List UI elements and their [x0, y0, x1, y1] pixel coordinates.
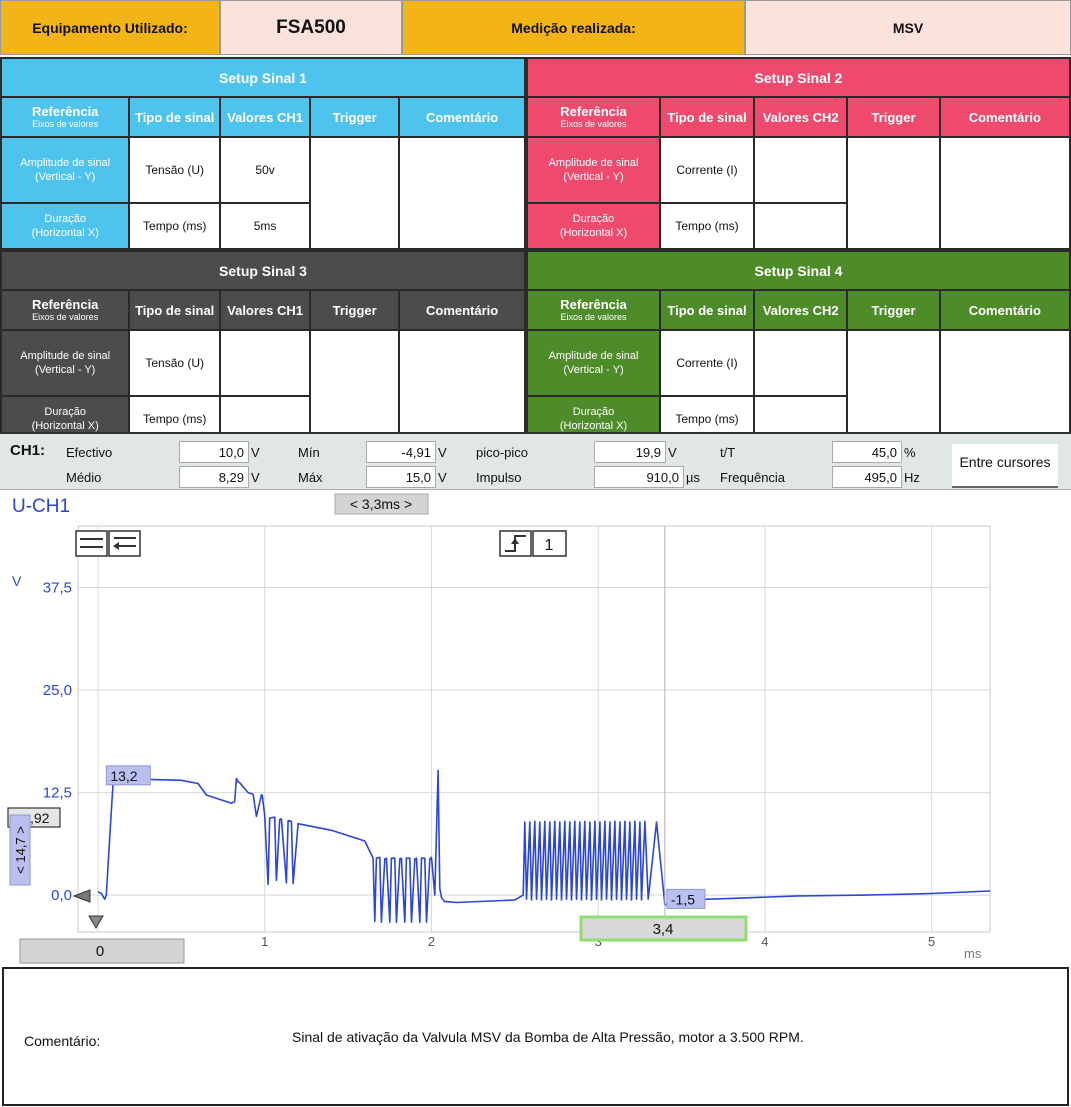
efectivo-label: Efectivo: [66, 445, 113, 460]
x-tick-label: 1: [261, 934, 269, 949]
col-header-referencia: [527, 97, 660, 137]
col-header-tipo: Tipo de sinal: [660, 290, 754, 330]
x-tick-label: 5: [928, 934, 936, 949]
row2-sub: (Horizontal X): [559, 227, 628, 239]
col-header-comentario: Comentário: [399, 290, 525, 330]
setup-title: Setup Sinal 3: [1, 251, 525, 290]
y-tick-label: 12,5: [42, 784, 72, 802]
col-header-trigger: Trigger: [310, 290, 399, 330]
col-header-tipo: Tipo de sinal: [660, 97, 754, 137]
cell-tipo-amplitude: Tensão (U): [129, 330, 220, 396]
max-value: 15,0: [366, 466, 436, 488]
setup-table-2: [526, 57, 1071, 250]
cell-tipo-duracao: Tempo (ms): [660, 396, 754, 442]
plot-frame: [78, 526, 990, 932]
cell-tipo-amplitude: Tensão (U): [129, 137, 220, 203]
y-tick-label: 25,0: [42, 682, 72, 700]
row2-sub: (Horizontal X): [559, 420, 628, 432]
equipment-label: Equipamento Utilizado:: [0, 0, 220, 55]
col-header-tipo: Tipo de sinal: [129, 97, 220, 137]
impulso-label: Impulso: [476, 470, 522, 485]
col-ref-label: Referência: [31, 104, 99, 119]
impulso-unit: µs: [686, 470, 700, 485]
measurement-label: Medição realizada:: [402, 0, 745, 55]
cell-tipo-duracao: Tempo (ms): [660, 203, 754, 249]
max-unit: V: [438, 470, 447, 485]
cell-valor-amplitude: [220, 330, 310, 396]
row-label-amplitude: [527, 137, 660, 203]
row-label-duracao: [1, 203, 129, 249]
medio-label: Médio: [66, 470, 102, 485]
trigger-channel-text: 1: [544, 537, 554, 554]
cell-trigger: [847, 330, 939, 442]
waveform-plot: [0, 434, 1071, 967]
col-header-comentario: Comentário: [940, 290, 1070, 330]
cursor-a-time-text: 0: [95, 943, 105, 960]
col-header-valores: Valores CH1: [220, 290, 310, 330]
row2-label: Duração: [44, 406, 86, 418]
y-unit-label: V: [12, 573, 22, 589]
col-header-valores: Valores CH2: [754, 290, 847, 330]
cell-valor-amplitude: 50v: [220, 137, 310, 203]
medio-value: 8,29: [179, 466, 249, 488]
col-header-comentario: Comentário: [940, 97, 1070, 137]
row-label-amplitude: [527, 330, 660, 396]
col-ref-label: Referência: [31, 297, 99, 312]
pico-unit: V: [668, 445, 677, 460]
row1-label: Amplitude de sinal: [20, 157, 111, 169]
row1-sub: (Vertical - Y): [563, 364, 624, 376]
between-cursors-tab[interactable]: Entre cursores: [952, 444, 1058, 488]
col-header-tipo: Tipo de sinal: [129, 290, 220, 330]
cursor-b-time-text: 3,4: [652, 921, 674, 938]
min-label: Mín: [298, 445, 320, 460]
cell-tipo-amplitude: Corrente (I): [660, 330, 754, 396]
trace-label: U-CH1: [12, 496, 71, 517]
cursor-a-level-text: 13,2: [110, 767, 138, 784]
cell-comentario: [940, 137, 1070, 249]
oscilloscope-panel: [0, 432, 1071, 965]
col-header-valores: Valores CH2: [754, 97, 847, 137]
comment-box: [2, 967, 1069, 1106]
col-ref-sub: Eixos de valores: [560, 119, 627, 129]
cell-valor-duracao: 5ms: [220, 203, 310, 249]
setup-title: Setup Sinal 2: [527, 58, 1070, 97]
impulso-value: 910,0: [594, 466, 684, 488]
tT-unit: %: [904, 445, 916, 460]
col-ref-sub: Eixos de valores: [32, 312, 99, 322]
pico-label: pico-pico: [476, 445, 529, 460]
cursor-b-level-text: -1,5: [670, 891, 696, 908]
setup-title: Setup Sinal 4: [527, 251, 1070, 290]
medio-unit: V: [251, 470, 260, 485]
row2-label: Duração: [572, 406, 615, 418]
comment-label: Comentário:: [24, 1033, 101, 1049]
col-ref-sub: Eixos de valores: [32, 119, 99, 129]
y-tick-label: 0,0: [51, 887, 72, 905]
y-tick-label: 37,5: [42, 579, 72, 597]
setup-table-1: [0, 57, 526, 250]
col-header-referencia: [1, 290, 129, 330]
row2-label: Duração: [572, 213, 615, 225]
cell-valor-duracao: [754, 203, 847, 249]
cell-tipo-duracao: Tempo (ms): [129, 396, 220, 442]
col-header-valores: Valores CH1: [220, 97, 310, 137]
delta-text: < 14,7 >: [13, 826, 28, 874]
comment-text: Sinal de ativação da Valvula MSV da Bomba de Alta Pressão, motor a 3.500 RPM.: [292, 1029, 804, 1045]
cell-trigger: [310, 137, 399, 249]
x-tick-label: 4: [761, 934, 769, 949]
x-unit-label: ms: [964, 946, 982, 961]
row1-sub: (Vertical - Y): [35, 364, 96, 376]
level-marker-text: ,92: [30, 810, 50, 826]
time-span-text: < 3,3ms >: [349, 496, 413, 512]
col-ref-label: Referência: [560, 297, 627, 312]
cell-trigger: [847, 137, 939, 249]
min-value: -4,91: [366, 441, 436, 463]
col-header-comentario: Comentário: [399, 97, 525, 137]
min-unit: V: [438, 445, 447, 460]
row1-label: Amplitude de sinal: [548, 350, 639, 362]
x-tick-label: 2: [427, 934, 436, 949]
col-header-trigger: Trigger: [847, 290, 939, 330]
cell-comentario: [399, 137, 525, 249]
row1-sub: (Vertical - Y): [35, 171, 96, 183]
equipment-value: FSA500: [220, 0, 402, 55]
row1-label: Amplitude de sinal: [548, 157, 639, 169]
cell-trigger: [310, 330, 399, 442]
cell-tipo-duracao: Tempo (ms): [129, 203, 220, 249]
channel-label: CH1:: [10, 442, 46, 459]
row-label-amplitude: [1, 330, 129, 396]
freq-value: 495,0: [832, 466, 902, 488]
freq-unit: Hz: [904, 470, 920, 485]
setup-table-4: [526, 250, 1071, 443]
cell-tipo-amplitude: Corrente (I): [660, 137, 754, 203]
row2-label: Duração: [44, 213, 86, 225]
horizontal-lines-icon: [76, 531, 107, 556]
cell-valor-amplitude: [754, 330, 847, 396]
cell-valor-amplitude: [754, 137, 847, 203]
setup-title: Setup Sinal 1: [1, 58, 525, 97]
cell-comentario: [940, 330, 1070, 442]
cell-comentario: [399, 330, 525, 442]
row2-sub: (Horizontal X): [31, 420, 99, 432]
max-label: Máx: [298, 470, 323, 485]
efectivo-unit: V: [251, 445, 260, 460]
measurement-value: MSV: [745, 0, 1071, 55]
efectivo-value: 10,0: [179, 441, 249, 463]
row-label-amplitude: [1, 137, 129, 203]
pico-value: 19,9: [594, 441, 666, 463]
col-ref-sub: Eixos de valores: [560, 312, 627, 322]
col-header-referencia: [527, 290, 660, 330]
measurement-bar: [0, 434, 1071, 490]
row-label-duracao: [527, 203, 660, 249]
setup-table-3: [0, 250, 526, 443]
freq-label: Frequência: [720, 470, 786, 485]
col-ref-label: Referência: [560, 104, 627, 119]
col-header-trigger: Trigger: [310, 97, 399, 137]
tT-label: t/T: [720, 445, 736, 460]
align-left-arrow-icon: [109, 531, 140, 556]
row1-sub: (Vertical - Y): [563, 171, 624, 183]
col-header-referencia: [1, 97, 129, 137]
tT-value: 45,0: [832, 441, 902, 463]
col-header-trigger: Trigger: [847, 97, 939, 137]
row2-sub: (Horizontal X): [31, 227, 99, 239]
row1-label: Amplitude de sinal: [20, 350, 111, 362]
